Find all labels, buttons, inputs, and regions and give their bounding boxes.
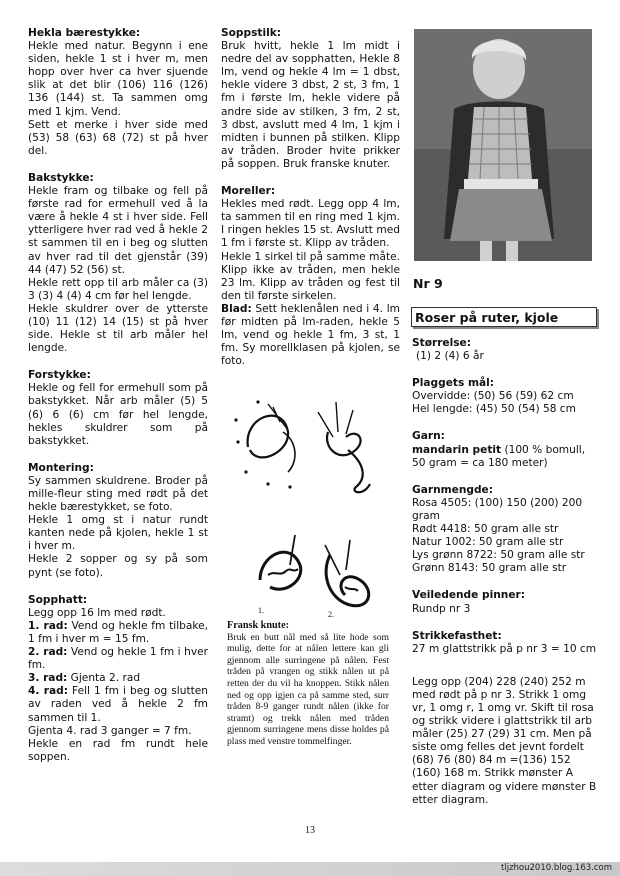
row-step-2 bbox=[28, 646, 208, 672]
yarn-detail: (100 % bomull, 50 gram = ca 180 meter) bbox=[412, 443, 586, 469]
column-right bbox=[412, 337, 598, 821]
amount-line: Rødt 4418: 50 gram alle str bbox=[412, 523, 559, 536]
heading-strikkefasthet: Strikkefasthet: bbox=[412, 629, 502, 642]
needle-size: Rundp nr 3 bbox=[412, 602, 471, 615]
paragraph: Hekle 2 sopper og sy på som pynt (se foto). bbox=[28, 553, 208, 579]
paragraph: Hekles med rødt. Legg opp 4 lm, ta sammen til en ring med 1 kjm. I ringen hekles 15 st. Avslutt med 1 fm i første st. Klipp av tråden. bbox=[221, 198, 400, 250]
section-pinner bbox=[412, 589, 598, 615]
paragraph: Legg opp 16 lm med rødt. bbox=[28, 606, 166, 619]
heading-pinner: Veiledende pinner: bbox=[412, 589, 525, 602]
footer-url: tljzhou2010.blog.163.com bbox=[501, 863, 612, 873]
blad-label: Blad: bbox=[221, 302, 252, 315]
section-baerestykke bbox=[28, 27, 208, 158]
paragraph: Hekle fram og tilbake og fell på første rad for ermehull ved å la være å hekle 4 st i hver side. Fell ytterligere hver rad ved å hekle 2 st sammen til en i beg og slutten av hver rad til det gjenstår (39) 44 (47) 52 (56) st. bbox=[28, 185, 208, 276]
heading-garnmengde: Garnmengde: bbox=[412, 483, 493, 496]
section-soppstilk bbox=[221, 27, 400, 171]
row-label: 4. rad: bbox=[28, 685, 68, 698]
paragraph: Hekle skuldrer over de ytterste (10) 11 (12) 14 (15) st på hver side. Hekle st til arb måler hel lengde. bbox=[28, 302, 208, 355]
section-moreller bbox=[221, 185, 400, 368]
heading-baerestykke: Hekla bærestykke: bbox=[28, 27, 141, 39]
section-storrelse bbox=[412, 337, 598, 363]
girl-in-dress-image bbox=[414, 29, 592, 261]
blad-text: Sett heklenålen ned i 4. lm før midten på lm-raden, hekle 5 lm, vend og hekle 1 fm, 3 st, 1 fm. Sy morellklasen på kjolen, se foto. bbox=[221, 302, 400, 368]
paragraph: Hekle 1 sirkel til på samme måte. Klipp ikke av tråden, men hekle 23 lm. Klipp av tråden og fest til den til første sirkelen. bbox=[221, 250, 400, 302]
page-number: 13 bbox=[305, 825, 315, 836]
section-bakstykke bbox=[28, 172, 208, 355]
dress-photo bbox=[414, 29, 592, 261]
row-step-3 bbox=[28, 672, 208, 685]
blad-step bbox=[221, 303, 400, 368]
amount-line: Grønn 8143: 50 gram alle str bbox=[412, 562, 567, 575]
section-sopphatt bbox=[28, 594, 208, 764]
heading-plaggets-mal: Plaggets mål: bbox=[412, 377, 495, 390]
paragraph: Hekle 1 omg st i natur rundt kanten nede på kjolen, hekle 1 st i hver m. bbox=[28, 514, 208, 553]
pattern-number: Nr 9 bbox=[413, 276, 443, 291]
heading-bakstykke: Bakstykke: bbox=[28, 171, 94, 184]
section-garnmengde bbox=[412, 484, 598, 576]
amount-line: Lys grønn 8722: 50 gram alle str bbox=[412, 549, 585, 562]
section-montering bbox=[28, 462, 208, 580]
row-label: 1. rad: bbox=[28, 619, 68, 632]
row-step-4 bbox=[28, 685, 208, 724]
lazy-daisy-stitch-illustration bbox=[228, 392, 393, 502]
section-forstykke bbox=[28, 369, 208, 448]
heading-moreller: Moreller: bbox=[221, 185, 276, 198]
paragraph: Hekle rett opp til arb måler ca (3) 3 (3) 4 (4) 4 cm før hel lengde. bbox=[28, 276, 208, 302]
footer-bar bbox=[0, 862, 620, 876]
svg-text:1.: 1. bbox=[258, 606, 264, 615]
row-text: Vend og hekle fm tilbake, 1 fm i hver m = 15 fm. bbox=[28, 619, 208, 645]
measure-line: Hel lengde: (45) 50 (54) 58 cm bbox=[412, 403, 576, 416]
amount-line: Natur 1002: 50 gram alle str bbox=[412, 536, 564, 549]
gauge-text: 27 m glattstrikk på p nr 3 = 10 cm bbox=[412, 642, 597, 655]
paragraph: Sy sammen skuldrene. Broder på mille-fleur sting med rødt på det hekle bærestykket, se foto. bbox=[28, 474, 208, 514]
heading-storrelse: Størrelse: bbox=[412, 337, 471, 349]
paragraph: Bruk hvitt, hekle 1 lm midt i nedre del av sopphatten, Hekle 8 lm, vend og hekle 4 lm = 1 dbst, hekle videre 3 dbst, 2 st, 3 fm, 1 fm i første lm, hekle videre på andre side av stilken, 3 fm, 2 st, 3 dbst, avslutt med 4 lm, 1 kjm i midten i bunnen på stilken. Klipp av tråden. Broder hvite prikker på soppen. Bruk franske knuter. bbox=[221, 40, 400, 170]
paragraph: Sett et merke i hver side med (53) 58 (63) 68 (72) st på hver del. bbox=[28, 118, 208, 157]
paragraph: Bruk en butt nål med så lite hode som mulig, dette for at nålen lettere kan gli gjennom alle surringene på nålen. Fest tråden på vrangen og stikk nålen ut på retten der du vil ha knoppen. Stikk nålen ned og opp igjen ca på samme sted, surr tråden 8-9 ganger rundt nålen (ikke for stramt) og trekk nålen med tråden gjennom surringene mens disse holdes på plass med venstre tommelfinger. bbox=[227, 631, 389, 747]
section-plaggets-mal bbox=[412, 377, 598, 416]
yarn-name: mandarin petit bbox=[412, 443, 502, 456]
heading-garn: Garn: bbox=[412, 430, 445, 443]
row-step-1 bbox=[28, 620, 208, 646]
section-garn bbox=[412, 430, 598, 469]
paragraph: Gjenta 4. rad 3 ganger = 7 fm. bbox=[28, 724, 192, 737]
row-text: Vend og hekle 1 fm i hver fm. bbox=[28, 646, 208, 672]
paragraph: Hekle og fell for ermehull som på bakstykket. Når arb måler (5) 5 (6) 6 (6) cm før hel lengde, hekles skuldrer som på bakstykket. bbox=[28, 382, 208, 447]
instructions-text: Legg opp (204) 228 (240) 252 m med rødt på p nr 3. Strikk 1 omg vr, 1 omg r, 1 omg vr. Skift til rosa og strikk videre i glattstrikk til arb måler (25) 27 (29) 31 cm. Men på siste omg felles det jevnt fordelt (68) 76 (80) 84 m =(136) 152 (160) 168 m. Strikk mønster A etter diagram og videre mønster B etter diagram. bbox=[412, 675, 597, 806]
amount-line: Rosa 4505: (100) 150 (200) 200 gram bbox=[412, 496, 583, 522]
heading-soppstilk: Soppstilk: bbox=[221, 27, 281, 39]
heading-fransk-knute: Fransk knute: bbox=[227, 620, 289, 631]
yarn-line bbox=[412, 444, 598, 470]
heading-forstykke: Forstykke: bbox=[28, 369, 91, 382]
column-middle bbox=[221, 27, 400, 382]
column-left bbox=[28, 27, 208, 778]
paragraph: Hekle en rad fm rundt hele soppen. bbox=[28, 737, 208, 763]
row-text: Fell 1 fm i beg og slutten av raden ved å hekle 2 fm sammen til 1. bbox=[28, 685, 208, 724]
measure-line: Overvidde: (50) 56 (59) 62 cm bbox=[412, 390, 574, 403]
row-label: 2. rad: bbox=[28, 646, 68, 659]
size-values: (1) 2 (4) 6 år bbox=[416, 350, 484, 363]
french-knot-caption bbox=[227, 620, 389, 748]
row-label: 3. rad: bbox=[28, 672, 68, 685]
french-knot-illustration bbox=[250, 525, 390, 620]
pattern-title: Roser på ruter, kjole bbox=[411, 307, 597, 327]
svg-text:2.: 2. bbox=[328, 610, 334, 619]
paragraph: Hekle med natur. Begynn i ene siden, hekle 1 st i hver m, men hopp over hver ca hver sjuende slik at det blir (106) 116 (126) 136 (144) st. Ta sammen omg med 1 kjm. Vend. bbox=[28, 40, 208, 118]
heading-montering: Montering: bbox=[28, 461, 94, 474]
row-text: Gjenta 2. rad bbox=[67, 672, 141, 685]
heading-sopphatt: Sopphatt: bbox=[28, 593, 88, 606]
section-strikkefasthet bbox=[412, 630, 598, 656]
section-instructions bbox=[412, 676, 598, 807]
